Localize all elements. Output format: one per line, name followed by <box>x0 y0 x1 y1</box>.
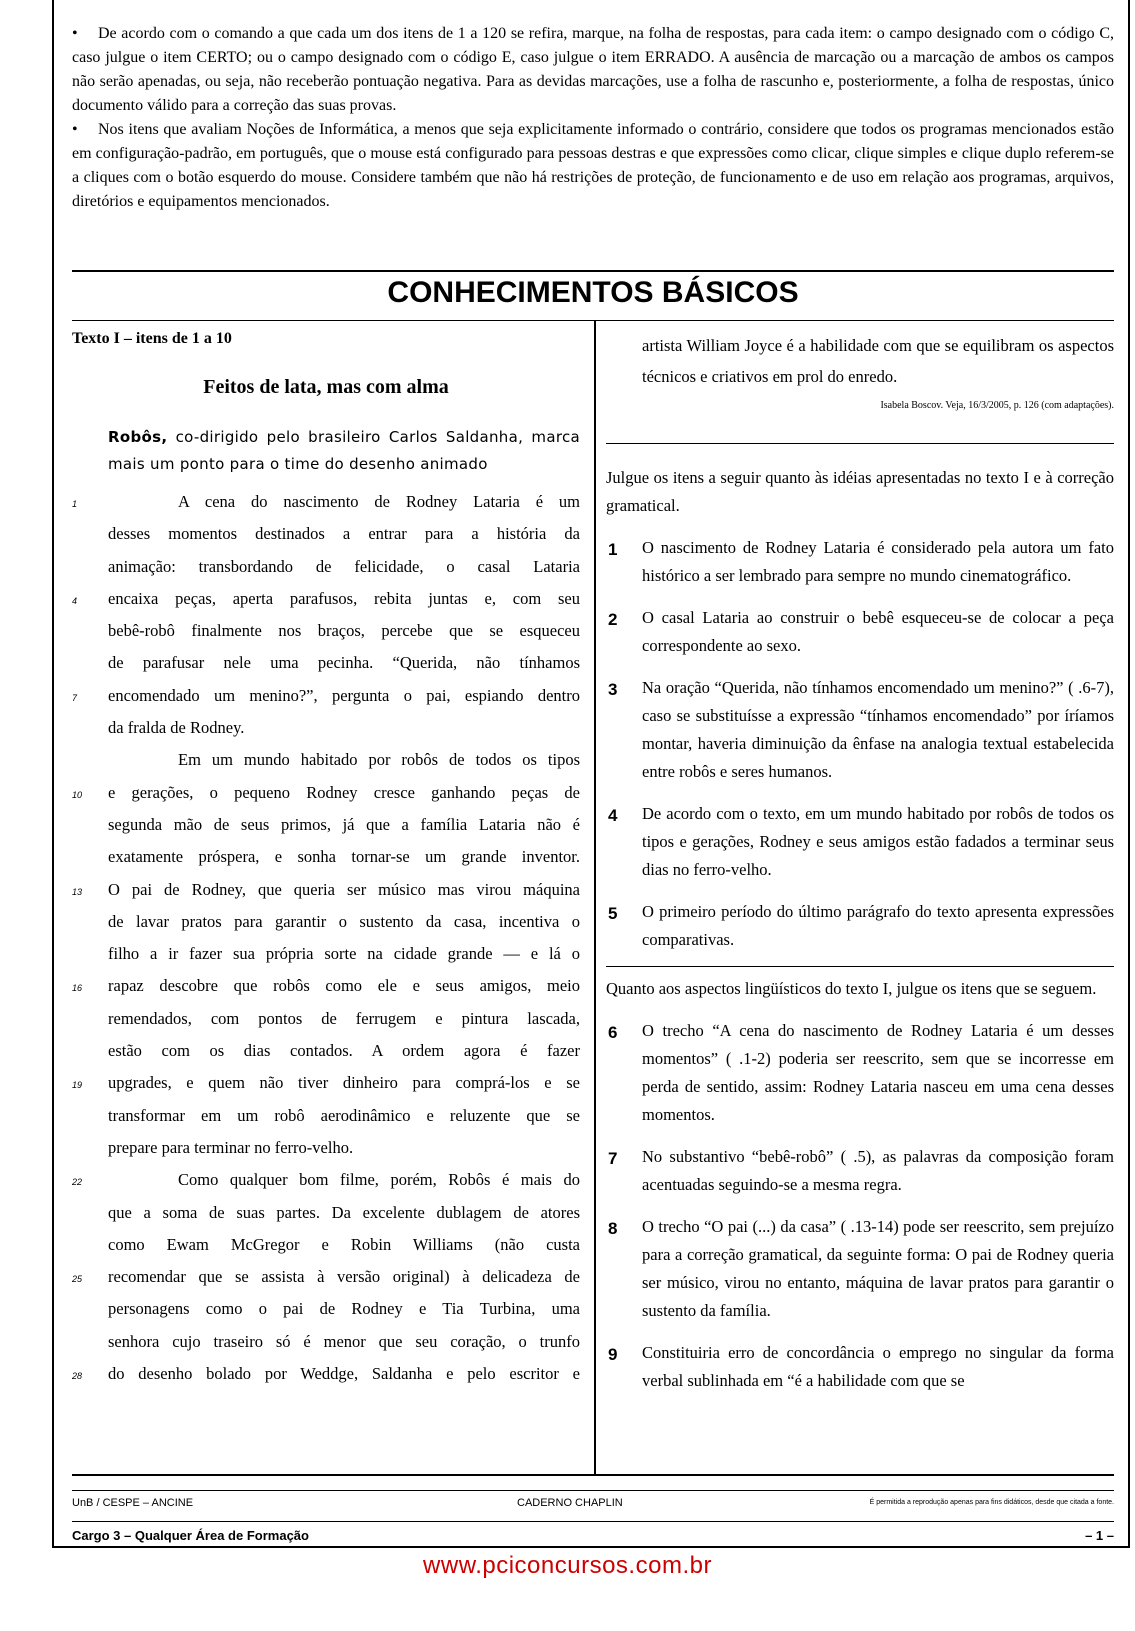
line-number: 22 <box>72 1177 83 1188</box>
line-text: desses momentos destinados a entrar para a história da <box>108 524 580 544</box>
line-text: da fralda de Rodney. <box>108 718 245 738</box>
text-line <box>72 906 580 938</box>
line-number: 13 <box>72 886 83 897</box>
text-line <box>72 1358 580 1390</box>
line-text: remendados, com pontos de ferrugem e pintura lascada, <box>108 1008 580 1028</box>
question-number: 4 <box>608 806 618 825</box>
footer-cargo: Cargo 3 – Qualquer Área de Formação <box>72 1528 309 1543</box>
text-line <box>72 809 580 841</box>
question-text: De acordo com o texto, em um mundo habitado por robôs de todos os tipos e gerações, Rodney e seus amigos estão fadados a terminar seus dias no ferro-velho. <box>642 804 1114 879</box>
question-item <box>606 674 1114 786</box>
line-text: encomendado um menino?”, pergunta o pai, espiando dentro <box>108 685 580 705</box>
text-line <box>72 841 580 873</box>
question-number: 3 <box>608 680 618 699</box>
text-line <box>72 874 580 906</box>
site-link[interactable]: www.pciconcursos.com.br <box>423 1552 712 1579</box>
line-text: Como qualquer bom filme, porém, Robôs é mais do <box>178 1170 580 1190</box>
line-text: de parafusar nele uma pecinha. “Querida, não tínhamos <box>108 653 580 673</box>
line-number: 28 <box>72 1371 83 1382</box>
question-number: 2 <box>608 610 618 629</box>
line-text: senhora cujo traseiro só é menor que seu coração, o trunfo <box>108 1331 580 1351</box>
text-line <box>72 1229 580 1261</box>
question-number: 7 <box>608 1149 618 1168</box>
line-text: de lavar pratos para garantir o sustento da casa, incentiva o <box>108 911 580 931</box>
question-item <box>606 1017 1114 1129</box>
footer-center: CADERNO CHAPLIN <box>517 1497 623 1509</box>
text-line <box>72 551 580 583</box>
text-line <box>72 1197 580 1229</box>
text-title: Feitos de lata, mas com alma <box>203 376 449 398</box>
question-text: Na oração “Querida, não tínhamos encomendado um menino?” ( .6-7), caso se substituísse a expressão “tínhamos encomendado” por íríamos montar, haveria diminuição da ênfase na analogia textual estabelecida entre robôs e seres humanos. <box>642 678 1114 781</box>
divider <box>606 966 1114 967</box>
line-text: encaixa peças, aperta parafusos, rebita juntas e, com seu <box>108 588 580 608</box>
question-group-2 <box>606 1017 1114 1395</box>
text-line <box>72 1132 580 1164</box>
question-text: O casal Lataria ao construir o bebê esqueceu-se de colocar a peça correspondente ao sexo. <box>642 608 1114 655</box>
text-label: Texto I – itens de 1 a 10 <box>72 330 232 347</box>
question-text: O trecho “A cena do nascimento de Rodney Lataria é um desses momentos” ( .1-2) poderia ser reescrito, sem que se incorresse em perda de sentido, assim: Rodney Lataria nasceu em uma cena desses momentos. <box>642 1021 1114 1124</box>
text-line <box>72 777 580 809</box>
section-title: CONHECIMENTOS BÁSICOS <box>387 276 799 309</box>
line-text: animação: transbordando de felicidade, o casal Lataria <box>108 556 580 576</box>
instruction-paragraph-2: • Nos itens que avaliam Noções de Informática, a menos que seja explicitamente informado o contrário, considere que todos os programas mencionados estão em configuração-padrão, em português, que o mouse está configurado para pessoas destras e que expressões como clicar, clique simples e clique duplo referem-se a cliques com o botão esquerdo do mouse. Considere também que não há restrições de proteção, de funcionamento e de uso em relação aos programas, arquivos, diretórios e equipamentos mencionados. <box>72 121 1114 210</box>
line-text: bebê-robô finalmente nos braços, percebe que se esqueceu <box>108 621 580 641</box>
question-item <box>606 604 1114 660</box>
subhead-rest: co-dirigido pelo brasileiro Carlos Saldanha, marca mais um ponto para o time do desenho animado <box>108 428 580 473</box>
questions-column <box>606 330 1114 1395</box>
citation: Isabela Boscov. Veja, 16/3/2005, p. 126 (com adaptações). <box>880 400 1114 411</box>
footer <box>72 1490 1114 1546</box>
line-text: do desenho bolado por Weddge, Saldanha e pelo escritor e <box>108 1364 580 1384</box>
question-item <box>606 534 1114 590</box>
text-line <box>72 1293 580 1325</box>
divider <box>72 320 1114 321</box>
text-lines <box>72 486 580 1390</box>
text-line <box>72 1035 580 1067</box>
line-text: upgrades, e quem não tiver dinheiro para comprá-los e se <box>108 1073 580 1093</box>
line-text: como Ewam McGregor e Robin Williams (não custa <box>108 1234 580 1254</box>
line-text: prepare para terminar no ferro-velho. <box>108 1137 354 1157</box>
line-text: A cena do nascimento de Rodney Lataria é um <box>178 492 580 511</box>
question-item <box>606 1143 1114 1199</box>
line-text: filho a ir fazer sua própria sorte na cidade grande — e lá o <box>108 944 580 964</box>
page-number: – 1 – <box>1085 1528 1114 1543</box>
questions-intro-2: Quanto aos aspectos lingüísticos do texto I, julgue os itens que se seguem. <box>606 979 1097 998</box>
question-text: O primeiro período do último parágrafo do texto apresenta expressões comparativas. <box>642 902 1114 949</box>
text-continuation: artista William Joyce é a habilidade com que se equilibram os aspectos técnicos e criativos em prol do enredo. <box>642 336 1114 386</box>
text-column <box>72 330 580 1390</box>
line-text: personagens como o pai de Rodney e Tia Turbina, uma <box>108 1299 580 1319</box>
question-number: 6 <box>608 1023 618 1042</box>
text-line <box>72 1164 580 1196</box>
line-text: estão com os dias contados. A ordem agora é fazer <box>108 1041 580 1061</box>
question-number: 1 <box>608 540 618 559</box>
text-line <box>72 938 580 970</box>
line-number: 25 <box>72 1274 83 1285</box>
text-line <box>72 1100 580 1132</box>
text-subhead <box>108 424 580 478</box>
divider <box>606 443 1114 444</box>
divider <box>72 270 1114 272</box>
line-number: 4 <box>72 595 78 606</box>
line-text: que a soma de suas partes. Da excelente dublagem de atores <box>108 1202 580 1222</box>
line-text: transformar em um robô aerodinâmico e reluzente que se <box>108 1105 580 1125</box>
line-number: 7 <box>72 692 78 703</box>
line-text: O pai de Rodney, que queria ser músico mas virou máquina <box>108 879 580 899</box>
question-item <box>606 1339 1114 1395</box>
footer-row-2 <box>72 1521 1114 1546</box>
column-divider <box>594 320 596 1474</box>
line-number: 10 <box>72 789 83 800</box>
line-text: segunda mão de seus primos, já que a família Lataria não é <box>108 814 580 834</box>
text-line <box>72 1326 580 1358</box>
text-line <box>72 1261 580 1293</box>
instruction-paragraph-1: • De acordo com o comando a que cada um dos itens de 1 a 120 se refira, marque, na folha de respostas, para cada item: o campo designado com o código C, caso julgue o item CERTO; ou o campo designado com o código E, caso julgue o item ERRADO. A ausência de marcação ou a marcação de ambos os campos não serão apenadas, ou seja, não receberão pontuação negativa. Para as devidas marcações, use a folha de rascunho e, posteriormente, a folha de respostas, único documento válido para a correção das suas provas. <box>72 25 1114 114</box>
questions-intro-1: Julgue os itens a seguir quanto às idéias apresentadas no texto I e à correção gramatical. <box>606 468 1114 515</box>
divider <box>72 1474 1114 1476</box>
question-text: Constituiria erro de concordância o emprego no singular da forma verbal sublinhada em “é a habilidade com que se <box>642 1343 1114 1390</box>
question-number: 8 <box>608 1219 618 1238</box>
text-line <box>72 647 580 679</box>
line-number: 19 <box>72 1080 83 1091</box>
line-text: rapaz descobre que robôs como ele e seus amigos, meio <box>108 976 580 996</box>
question-text: No substantivo “bebê-robô” ( .5), as palavras da composição foram acentuadas seguindo-se a mesma regra. <box>642 1147 1114 1194</box>
text-line <box>72 744 580 776</box>
line-text: exatamente próspera, e sonha tornar-se um grande inventor. <box>108 847 580 867</box>
question-text: O nascimento de Rodney Lataria é considerado pela autora um fato histórico a ser lembrado para sempre no mundo cinematográfico. <box>642 538 1114 585</box>
instructions <box>72 22 1114 214</box>
footer-left: UnB / CESPE – ANCINE <box>72 1497 194 1509</box>
line-text: Em um mundo habitado por robôs de todos os tipos <box>178 750 580 770</box>
text-line <box>72 615 580 647</box>
question-group-1 <box>606 534 1114 954</box>
question-number: 5 <box>608 904 618 923</box>
text-line <box>72 583 580 615</box>
text-line <box>72 1003 580 1035</box>
text-line <box>72 680 580 712</box>
question-number: 9 <box>608 1345 618 1364</box>
subhead-bold: Robôs, <box>108 428 168 446</box>
text-line <box>72 518 580 550</box>
question-item <box>606 1213 1114 1325</box>
question-item <box>606 800 1114 884</box>
line-number: 1 <box>72 499 78 509</box>
question-text: O trecho “O pai (...) da casa” ( .13-14) pode ser reescrito, sem prejuízo para a correção gramatical, da seguinte forma: O pai de Rodney queria ser músico, virou no entanto, máquina de lavar pratos para garantir o sustento da família. <box>642 1217 1114 1320</box>
line-text: e gerações, o pequeno Rodney cresce ganhando peças de <box>108 782 580 802</box>
text-line <box>72 1067 580 1099</box>
footer-right: É permitida a reprodução apenas para fins didáticos, desde que citada a fonte. <box>869 1499 1114 1506</box>
footer-row-1 <box>72 1490 1114 1511</box>
question-item <box>606 898 1114 954</box>
line-number: 16 <box>72 983 83 994</box>
text-line <box>72 486 580 518</box>
text-line <box>72 712 580 744</box>
text-line <box>72 970 580 1002</box>
line-text: recomendar que se assista à versão original) à delicadeza de <box>108 1267 580 1287</box>
